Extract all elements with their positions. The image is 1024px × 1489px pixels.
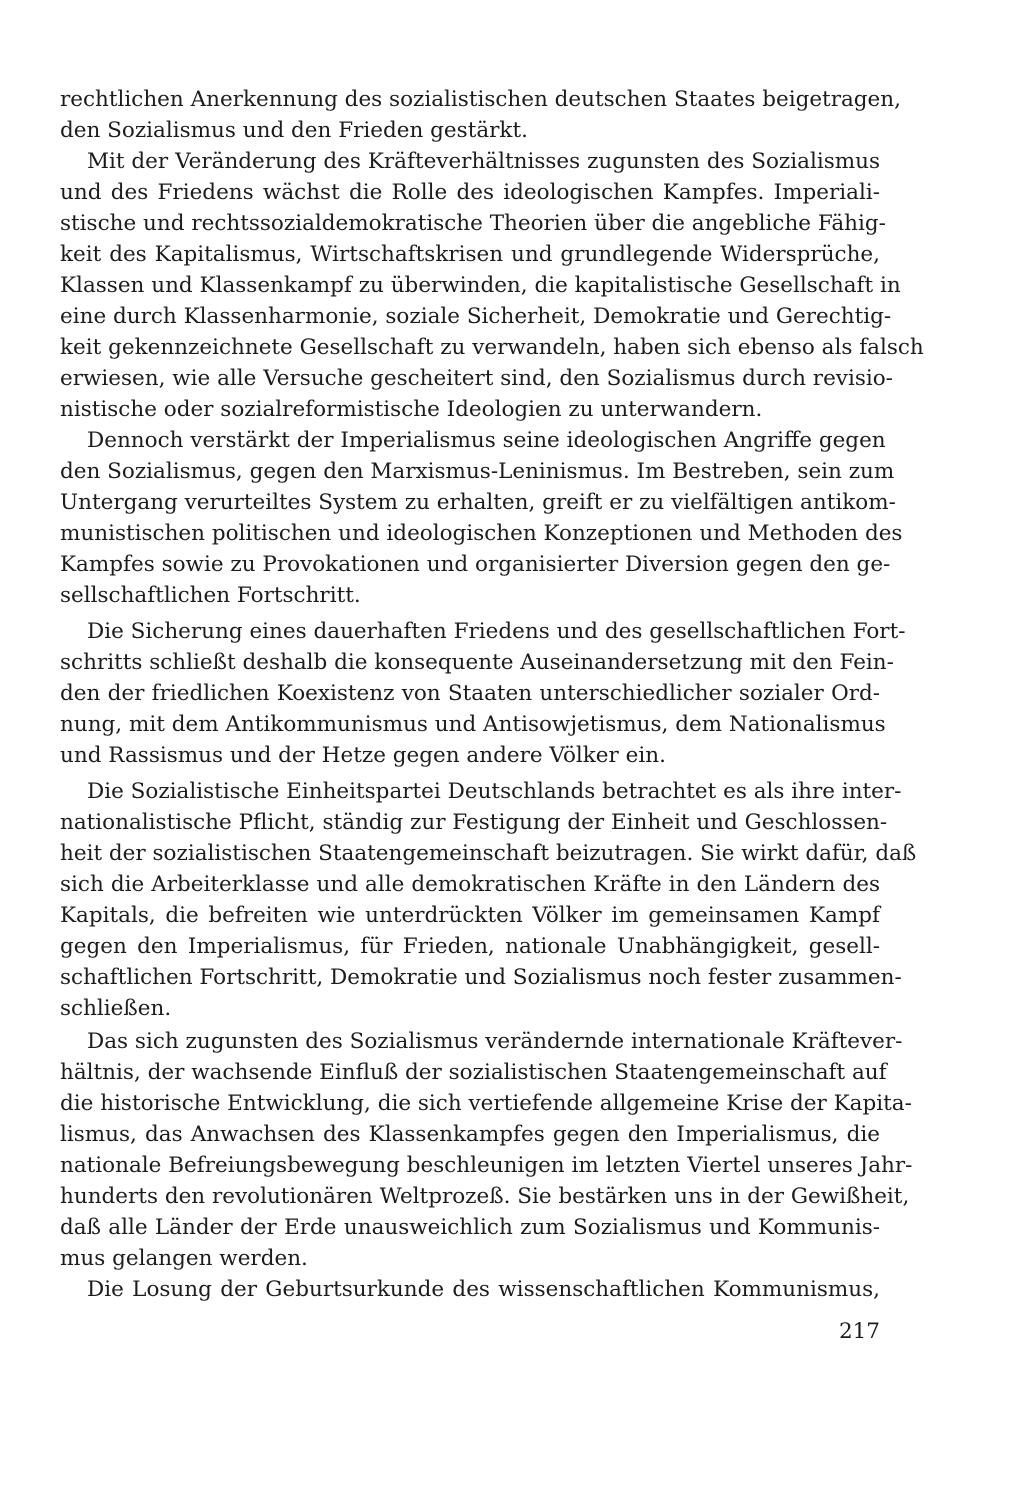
text-line: erwiesen, wie alle Versuche gescheitert sind, den Sozialismus durch revisio- bbox=[60, 366, 893, 391]
text-line: schritts schließt deshalb die konsequente Auseinandersetzung mit den Fein- bbox=[60, 650, 894, 675]
text-line: Mit der Veränderung des Kräfteverhältnisses zugunsten des Sozialismus bbox=[87, 149, 880, 174]
text-line: eine durch Klassenharmonie, soziale Sicherheit, Demokratie und Gerechtig- bbox=[60, 304, 892, 329]
text-line: hältnis, der wachsende Einfluß der sozialistischen Staatengemeinschaft auf bbox=[60, 1060, 887, 1085]
text-line: hunderts den revolutionären Weltprozeß. Sie bestärken uns in der Gewißheit, bbox=[60, 1184, 910, 1209]
text-line: Kapitals, die befreiten wie unterdrückten Völker im gemeinsamen Kampf bbox=[60, 903, 880, 928]
text-line: Die Sozialistische Einheitspartei Deutschlands betrachtet es als ihre inter- bbox=[87, 779, 902, 804]
text-line: den der friedlichen Koexistenz von Staaten unterschiedlicher sozialer Ord- bbox=[60, 681, 880, 706]
text-line: sellschaftlichen Fortschritt. bbox=[60, 583, 361, 608]
text-line: rechtlichen Anerkennung des sozialistischen deutschen Staates beigetragen, bbox=[60, 87, 901, 112]
text-line: Untergang verurteiltes System zu erhalten, greift er zu vielfältigen antikom- bbox=[60, 490, 896, 515]
text-line: Klassen und Klassenkampf zu überwinden, die kapitalistische Gesellschaft in bbox=[60, 273, 901, 298]
text-line: nung, mit dem Antikommunismus und Antisowjetismus, dem Nationalismus bbox=[60, 712, 886, 737]
text-line: die historische Entwicklung, die sich vertiefende allgemeine Krise der Kapita- bbox=[60, 1091, 912, 1116]
text-line: munistischen politischen und ideologischen Konzeptionen und Methoden des bbox=[60, 521, 903, 546]
text-line: gegen den Imperialismus, für Frieden, nationale Unabhängigkeit, gesell- bbox=[60, 934, 880, 959]
text-line: daß alle Länder der Erde unausweichlich zum Sozialismus und Kommunis- bbox=[60, 1215, 880, 1240]
text-line: schließen. bbox=[60, 996, 172, 1021]
text-line: heit der sozialistischen Staatengemeinschaft beizutragen. Sie wirkt dafür, daß bbox=[60, 841, 917, 866]
text-line: und des Friedens wächst die Rolle des ideologischen Kampfes. Imperiali- bbox=[60, 180, 880, 205]
text-line: Das sich zugunsten des Sozialismus verändernde internationale Kräftever- bbox=[87, 1029, 903, 1054]
text-line: keit gekennzeichnete Gesellschaft zu verwandeln, haben sich ebenso als falsch bbox=[60, 335, 924, 360]
text-line: sich die Arbeiterklasse und alle demokratischen Kräfte in den Ländern des bbox=[60, 872, 880, 897]
text-line: mus gelangen werden. bbox=[60, 1246, 308, 1271]
text-line: Die Losung der Geburtsurkunde des wissenschaftlichen Kommunismus, bbox=[87, 1277, 880, 1302]
text-line: keit des Kapitalismus, Wirtschaftskrisen und grundlegende Widersprüche, bbox=[60, 242, 880, 267]
text-line: Die Sicherung eines dauerhaften Friedens und des gesellschaftlichen Fort- bbox=[87, 619, 906, 644]
text-line: den Sozialismus und den Frieden gestärkt. bbox=[60, 118, 528, 143]
text-line: nationale Befreiungsbewegung beschleunigen im letzten Viertel unseres Jahr- bbox=[60, 1153, 913, 1178]
text-line: schaftlichen Fortschritt, Demokratie und Sozialismus noch fester zusammen- bbox=[60, 965, 902, 990]
text-line: nistische oder sozialreformistische Ideologien zu unterwandern. bbox=[60, 397, 763, 422]
text-line: lismus, das Anwachsen des Klassenkampfes gegen den Imperialismus, die bbox=[60, 1122, 880, 1147]
text-line: Dennoch verstärkt der Imperialismus seine ideologischen Angriffe gegen bbox=[87, 428, 886, 453]
text-line: nationalistische Pflicht, ständig zur Festigung der Einheit und Geschlossen- bbox=[60, 810, 888, 835]
page-number: 217 bbox=[838, 1319, 880, 1344]
text-line: stische und rechtssozialdemokratische Theorien über die angebliche Fähig- bbox=[60, 211, 886, 236]
text-line: den Sozialismus, gegen den Marxismus-Leninismus. Im Bestreben, sein zum bbox=[60, 459, 895, 484]
text-line: Kampfes sowie zu Provokationen und organisierter Diversion gegen den ge- bbox=[60, 552, 891, 577]
text-line: und Rassismus und der Hetze gegen andere Völker ein. bbox=[60, 743, 666, 768]
